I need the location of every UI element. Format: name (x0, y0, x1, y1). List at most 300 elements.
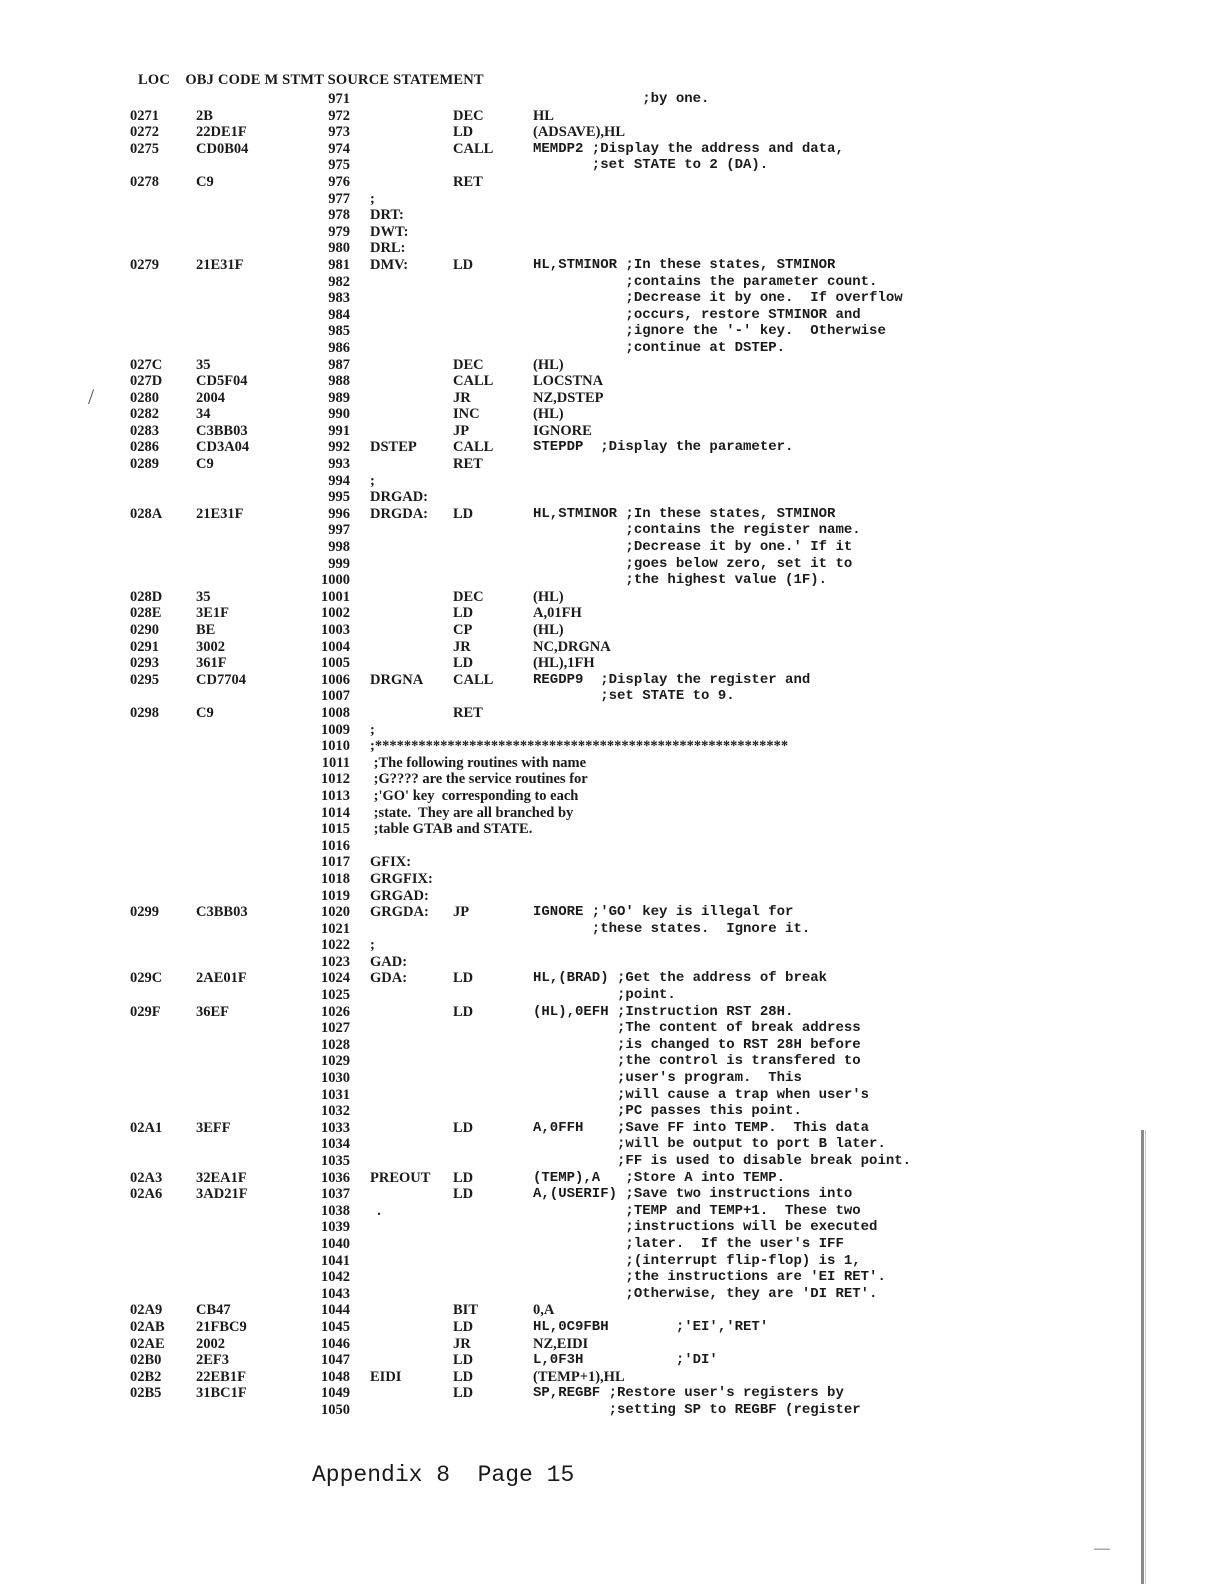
stmt-number-cell: 999 (328, 555, 350, 572)
opcode-cell: LD (453, 655, 474, 672)
obj-code-cell: BE (196, 622, 216, 638)
listing-line (0, 240, 1224, 257)
opcode-cell: RET (453, 704, 483, 721)
obj-code-cell: 3EFF (196, 1119, 231, 1136)
operand-cell: (HL) (533, 588, 564, 605)
loc-cell: 0293 (130, 655, 159, 672)
opcode-cell: DEC (453, 356, 484, 373)
label-cell: GAD: (370, 953, 408, 970)
label-cell: ;The following routines with name (370, 754, 587, 771)
stmt-number-cell: 986 (328, 339, 350, 356)
page-edge-rule (1141, 1130, 1144, 1584)
stmt-number-cell: 972 (328, 107, 350, 124)
stmt-number-cell: 1030 (321, 1070, 350, 1087)
stmt-number-cell: 983 (328, 290, 350, 307)
stmt-number-cell: 992 (328, 439, 350, 456)
page-footer: Appendix 8 Page 15 (312, 1462, 575, 1488)
label-cell: ;G???? are the service routines for (370, 771, 588, 788)
obj-code-cell: CD0B04 (196, 140, 249, 157)
operand-comment-cell: ;user's program. This (533, 1070, 802, 1087)
label-cell: DRGDA: (370, 505, 428, 522)
stmt-number-cell: 1010 (321, 738, 350, 755)
loc-cell: 02A1 (130, 1119, 163, 1136)
opcode-cell: JR (453, 638, 471, 655)
label-cell: DSTEP (370, 439, 417, 456)
stmt-number-cell: 1033 (321, 1119, 350, 1136)
loc-cell: 02B0 (130, 1352, 162, 1369)
stmt-number-cell: 1039 (321, 1219, 350, 1236)
listing-line (0, 473, 1224, 490)
stmt-number-cell: 1028 (321, 1036, 350, 1053)
stmt-number-cell: 1000 (321, 572, 350, 589)
stmt-number-cell: 1049 (321, 1385, 350, 1402)
operand-comment-cell: ;Decrease it by one.' If it (533, 539, 853, 556)
stmt-number-cell: 1037 (321, 1186, 350, 1203)
opcode-cell: CALL (453, 439, 494, 456)
operand-comment-cell: ;FF is used to disable break point. (533, 1153, 912, 1169)
loc-cell: 0283 (130, 422, 159, 439)
operand-comment-cell: ;later. If the user's IFF (533, 1235, 844, 1252)
loc-cell: 0275 (130, 140, 159, 157)
label-cell: ; (370, 190, 375, 207)
obj-code-cell: 2EF3 (196, 1352, 230, 1369)
label-cell: GDA: (370, 970, 408, 987)
listing-line (0, 871, 1224, 888)
operand-cell: (HL) (533, 622, 564, 638)
listing-line (0, 1186, 1224, 1203)
operand-comment-cell: ;setting SP to REGBF (register (533, 1401, 861, 1418)
listing-line (0, 1302, 1224, 1319)
stmt-number-cell: 979 (328, 223, 350, 240)
obj-code-cell: C9 (196, 173, 214, 190)
listing-line (0, 1070, 1224, 1087)
operand-comment-cell: ;these states. Ignore it. (533, 920, 811, 937)
opcode-cell: LD (453, 1119, 474, 1136)
listing-line (0, 722, 1224, 739)
obj-code-cell: 21FBC9 (196, 1318, 247, 1335)
listing-line (0, 439, 1224, 456)
operand-cell: NZ,DSTEP (533, 389, 604, 406)
label-cell: ;state. They are all branched by (370, 804, 574, 821)
pencil-mark: / (88, 384, 95, 409)
stmt-number-cell: 1006 (321, 671, 350, 688)
operand-cell: NC,DRGNA (533, 638, 611, 655)
listing-line (0, 1170, 1224, 1187)
stmt-number-cell: 1020 (321, 904, 350, 921)
operand-cell: (TEMP+1),HL (533, 1368, 625, 1385)
opcode-cell: JR (453, 1335, 471, 1352)
opcode-cell: LD (453, 1352, 474, 1369)
operand-comment-cell: L,0F3H ;'DI' (533, 1352, 718, 1369)
label-cell: . (370, 1202, 381, 1219)
stmt-number-cell: 993 (328, 456, 350, 473)
loc-cell: 0278 (130, 173, 159, 190)
operand-comment-cell: A,0FFH ;Save FF into TEMP. This data (533, 1119, 870, 1136)
stmt-number-cell: 1047 (321, 1352, 350, 1369)
label-cell: ; (370, 472, 375, 489)
opcode-cell: CALL (453, 140, 494, 157)
operand-comment-cell: ;ignore the '-' key. Otherwise (533, 323, 886, 340)
stmt-number-cell: 1025 (321, 987, 350, 1004)
obj-code-cell: 3E1F (196, 605, 230, 622)
operand-cell: 0,A (533, 1302, 555, 1319)
listing-line (0, 589, 1224, 606)
operand-comment-cell: ;instructions will be executed (533, 1219, 878, 1236)
listing-line (0, 705, 1224, 722)
listing-line (0, 274, 1224, 291)
operand-comment-cell: ;(interrupt flip-flop) is 1, (533, 1252, 861, 1269)
operand-cell: (HL) (533, 406, 564, 423)
operand-comment-cell: ;PC passes this point. (533, 1103, 802, 1120)
obj-code-cell: 361F (196, 655, 227, 672)
stmt-number-cell: 995 (328, 489, 350, 506)
stmt-number-cell: 977 (328, 190, 350, 207)
operand-comment-cell: ;will cause a trap when user's (533, 1086, 870, 1103)
label-cell: DRT: (370, 207, 404, 224)
listing-line (0, 1319, 1224, 1336)
loc-cell: 028D (130, 588, 163, 605)
stmt-number-cell: 1022 (321, 937, 350, 954)
listing-line (0, 572, 1224, 589)
stmt-number-cell: 989 (328, 389, 350, 406)
stmt-number-cell: 984 (328, 306, 350, 323)
obj-code-cell: 35 (196, 588, 211, 605)
listing-line (0, 805, 1224, 822)
operand-comment-cell: ;continue at DSTEP. (533, 339, 786, 356)
listing-line (0, 605, 1224, 622)
stmt-number-cell: 973 (328, 124, 350, 141)
loc-cell: 02A3 (130, 1169, 163, 1186)
listing-line (0, 755, 1224, 772)
listing-line (0, 970, 1224, 987)
listing-line (0, 672, 1224, 689)
listing-line (0, 1385, 1224, 1402)
obj-code-cell: 21E31F (196, 256, 244, 273)
listing-line (0, 639, 1224, 656)
listing-line (0, 191, 1224, 208)
loc-cell: 0286 (130, 439, 159, 456)
loc-cell: 0291 (130, 638, 159, 655)
obj-code-cell: 35 (196, 356, 211, 373)
obj-code-cell: 2B (196, 107, 213, 124)
operand-comment-cell: (HL),0EFH ;Instruction RST 28H. (533, 1003, 794, 1020)
operand-cell: IGNORE (533, 422, 592, 439)
listing-line (0, 141, 1224, 158)
label-cell: DRL: (370, 240, 406, 257)
stmt-number-cell: 1038 (321, 1202, 350, 1219)
listing-line (0, 257, 1224, 274)
loc-cell: 0295 (130, 671, 159, 688)
operand-comment-cell: ;set STATE to 9. (533, 688, 735, 705)
opcode-cell: RET (453, 173, 483, 190)
listing-line (0, 1336, 1224, 1353)
listing-line (0, 1020, 1224, 1037)
listing-line (0, 1153, 1224, 1170)
obj-code-cell: CD7704 (196, 671, 246, 688)
stmt-number-cell: 1012 (321, 771, 350, 788)
loc-cell: 02A9 (130, 1302, 163, 1319)
listing-line (0, 1004, 1224, 1021)
operand-comment-cell: HL,STMINOR ;In these states, STMINOR (533, 505, 836, 522)
listing-line (0, 108, 1224, 125)
label-cell: DRGNA (370, 671, 424, 688)
operand-comment-cell: ;goes below zero, set it to (533, 555, 853, 572)
opcode-cell: LD (453, 1003, 474, 1020)
listing-line (0, 738, 1224, 755)
stmt-number-cell: 1050 (321, 1401, 350, 1418)
stmt-number-cell: 1003 (321, 622, 350, 638)
obj-code-cell: 2002 (196, 1335, 225, 1352)
label-cell: ;********************************************************* (370, 738, 789, 755)
operand-comment-cell: ;The content of break address (533, 1020, 861, 1037)
obj-code-cell: 22EB1F (196, 1368, 246, 1385)
listing-line (0, 290, 1224, 307)
stmt-number-cell: 990 (328, 406, 350, 423)
stmt-number-cell: 1005 (321, 655, 350, 672)
operand-comment-cell: SP,REGBF ;Restore user's registers by (533, 1385, 844, 1402)
listing-line (0, 340, 1224, 357)
listing-line (0, 489, 1224, 506)
operand-comment-cell: HL,(BRAD) ;Get the address of break (533, 970, 828, 987)
listing-line (0, 124, 1224, 141)
label-cell: GRGDA: (370, 904, 429, 921)
operand-comment-cell: ;contains the parameter count. (533, 273, 878, 290)
stmt-number-cell: 1007 (321, 688, 350, 705)
stmt-number-cell: 1046 (321, 1335, 350, 1352)
listing-line (0, 1253, 1224, 1270)
operand-comment-cell: ;contains the register name. (533, 522, 861, 539)
loc-cell: 0279 (130, 256, 159, 273)
assembly-listing (0, 91, 1224, 1419)
opcode-cell: JR (453, 389, 471, 406)
opcode-cell: CALL (453, 373, 494, 390)
opcode-cell: LD (453, 1318, 474, 1335)
listing-line (0, 1269, 1224, 1286)
stmt-number-cell: 1041 (321, 1252, 350, 1269)
stmt-number-cell: 1009 (321, 721, 350, 738)
operand-cell: A,01FH (533, 605, 582, 622)
loc-cell: 02AE (130, 1335, 165, 1352)
listing-line (0, 390, 1224, 407)
listing-line (0, 1236, 1224, 1253)
listing-line (0, 771, 1224, 788)
operand-cell: (HL) (533, 356, 564, 373)
operand-comment-cell: ;TEMP and TEMP+1. These two (533, 1202, 861, 1219)
loc-cell: 029C (130, 970, 163, 987)
opcode-cell: LD (453, 1169, 474, 1186)
stmt-number-cell: 981 (328, 256, 350, 273)
listing-line (0, 423, 1224, 440)
listing-line (0, 655, 1224, 672)
listing-line (0, 456, 1224, 473)
operand-comment-cell: ;is changed to RST 28H before (533, 1036, 861, 1053)
smudge-mark: — (1094, 1540, 1110, 1557)
stmt-number-cell: 980 (328, 240, 350, 257)
label-cell: EIDI (370, 1368, 402, 1385)
stmt-number-cell: 1043 (321, 1285, 350, 1302)
obj-code-cell: 3AD21F (196, 1186, 248, 1203)
stmt-number-cell: 996 (328, 505, 350, 522)
listing-line (0, 207, 1224, 224)
label-cell: GFIX: (370, 854, 412, 871)
stmt-number-cell: 1042 (321, 1269, 350, 1286)
stmt-number-cell: 974 (328, 140, 350, 157)
opcode-cell: CALL (453, 671, 494, 688)
opcode-cell: LD (453, 1385, 474, 1402)
stmt-number-cell: 982 (328, 273, 350, 290)
stmt-number-cell: 1045 (321, 1318, 350, 1335)
operand-comment-cell: (TEMP),A ;Store A into TEMP. (533, 1169, 786, 1186)
obj-code-cell: 2AE01F (196, 970, 247, 987)
listing-line (0, 1120, 1224, 1137)
listing-line (0, 157, 1224, 174)
operand-comment-cell: ;Decrease it by one. If overflow (533, 290, 903, 307)
stmt-number-cell: 985 (328, 323, 350, 340)
stmt-number-cell: 1034 (321, 1136, 350, 1153)
operand-comment-cell: HL,0C9FBH ;'EI','RET' (533, 1318, 769, 1335)
stmt-number-cell: 1026 (321, 1003, 350, 1020)
stmt-number-cell: 1018 (321, 870, 350, 887)
loc-cell: 027D (130, 373, 163, 390)
label-cell: ; (370, 937, 375, 954)
listing-line (0, 921, 1224, 938)
listing-line (0, 987, 1224, 1004)
stmt-number-cell: 991 (328, 422, 350, 439)
listing-line (0, 1203, 1224, 1220)
label-cell: GRGAD: (370, 887, 429, 904)
obj-code-cell: CD5F04 (196, 373, 248, 390)
operand-comment-cell: ;occurs, restore STMINOR and (533, 306, 861, 323)
listing-line (0, 373, 1224, 390)
listing-line (0, 1402, 1224, 1419)
opcode-cell: LD (453, 1368, 474, 1385)
operand-comment-cell: ;the highest value (1F). (533, 572, 828, 589)
opcode-cell: JP (453, 904, 470, 921)
operand-cell: NZ,EIDI (533, 1335, 589, 1352)
stmt-number-cell: 1011 (321, 754, 350, 771)
stmt-number-cell: 1048 (321, 1368, 350, 1385)
opcode-cell: LD (453, 1186, 474, 1203)
listing-line (0, 522, 1224, 539)
opcode-cell: JP (453, 422, 470, 439)
label-cell: ;'GO' key corresponding to each (370, 787, 579, 804)
operand-comment-cell: ;the control is transfered to (533, 1053, 861, 1070)
loc-cell: 0299 (130, 904, 159, 921)
listing-line (0, 1136, 1224, 1153)
obj-code-cell: 34 (196, 406, 211, 423)
loc-cell: 028E (130, 605, 162, 622)
operand-comment-cell: ;set STATE to 2 (DA). (533, 157, 769, 174)
opcode-cell: LD (453, 505, 474, 522)
stmt-number-cell: 1001 (321, 588, 350, 605)
stmt-number-cell: 1029 (321, 1053, 350, 1070)
stmt-number-cell: 1024 (321, 970, 350, 987)
stmt-number-cell: 976 (328, 173, 350, 190)
obj-code-cell: 36EF (196, 1003, 230, 1020)
label-cell: GRGFIX: (370, 870, 433, 887)
label-cell: DWT: (370, 223, 409, 240)
stmt-number-cell: 1019 (321, 887, 350, 904)
listing-line (0, 821, 1224, 838)
operand-cell: LOCSTNA (533, 373, 604, 390)
listing-line (0, 307, 1224, 324)
loc-cell: 0290 (130, 622, 159, 638)
stmt-number-cell: 1035 (321, 1153, 350, 1169)
loc-cell: 02AB (130, 1318, 165, 1335)
stmt-number-cell: 1004 (321, 638, 350, 655)
stmt-number-cell: 988 (328, 373, 350, 390)
loc-cell: 0289 (130, 456, 159, 473)
label-cell: PREOUT (370, 1169, 431, 1186)
obj-code-cell: C3BB03 (196, 904, 248, 921)
operand-comment-cell: ;point. (533, 987, 676, 1004)
listing-line (0, 91, 1224, 108)
operand-comment-cell: REGDP9 ;Display the register and (533, 671, 811, 688)
stmt-number-cell: 1040 (321, 1235, 350, 1252)
listing-line (0, 357, 1224, 374)
opcode-cell: LD (453, 256, 474, 273)
loc-cell: 0280 (130, 389, 159, 406)
loc-cell: 02A6 (130, 1186, 163, 1203)
operand-comment-cell: HL,STMINOR ;In these states, STMINOR (533, 256, 836, 273)
listing-line (0, 556, 1224, 573)
page-edge-rule-shadow (1145, 1130, 1146, 1584)
listing-line (0, 888, 1224, 905)
stmt-number-cell: 998 (328, 539, 350, 556)
listing-line (0, 937, 1224, 954)
obj-code-cell: C3BB03 (196, 422, 248, 439)
listing-line (0, 323, 1224, 340)
obj-code-cell: 31BC1F (196, 1385, 247, 1402)
listing-line (0, 622, 1224, 639)
label-cell: DRGAD: (370, 489, 428, 506)
stmt-number-cell: 1021 (321, 920, 350, 937)
stmt-number-cell: 1017 (321, 854, 350, 871)
loc-cell: 0298 (130, 704, 159, 721)
stmt-number-cell: 987 (328, 356, 350, 373)
loc-cell: 0272 (130, 124, 159, 141)
listing-header: LOC OBJ CODE M STMT SOURCE STATEMENT (138, 72, 484, 88)
loc-cell: 028A (130, 505, 163, 522)
listing-line (0, 904, 1224, 921)
opcode-cell: LD (453, 124, 474, 141)
obj-code-cell: C9 (196, 456, 214, 473)
opcode-cell: DEC (453, 588, 484, 605)
stmt-number-cell: 1036 (321, 1169, 350, 1186)
loc-cell: 0271 (130, 107, 159, 124)
opcode-cell: CP (453, 622, 473, 638)
listing-line (0, 406, 1224, 423)
listing-line (0, 1037, 1224, 1054)
listing-line (0, 1053, 1224, 1070)
opcode-cell: BIT (453, 1302, 478, 1319)
loc-cell: 02B5 (130, 1385, 162, 1402)
listing-line (0, 954, 1224, 971)
listing-line (0, 1286, 1224, 1303)
stmt-number-cell: 1044 (321, 1302, 350, 1319)
obj-code-cell: 22DE1F (196, 124, 247, 141)
label-cell: DMV: (370, 256, 409, 273)
listing-line (0, 838, 1224, 855)
opcode-cell: LD (453, 970, 474, 987)
listing-line (0, 506, 1224, 523)
stmt-number-cell: 1027 (321, 1020, 350, 1037)
obj-code-cell: 3002 (196, 638, 225, 655)
opcode-cell: RET (453, 456, 483, 473)
listing-line (0, 788, 1224, 805)
listing-line (0, 539, 1224, 556)
label-cell: ; (370, 721, 375, 738)
